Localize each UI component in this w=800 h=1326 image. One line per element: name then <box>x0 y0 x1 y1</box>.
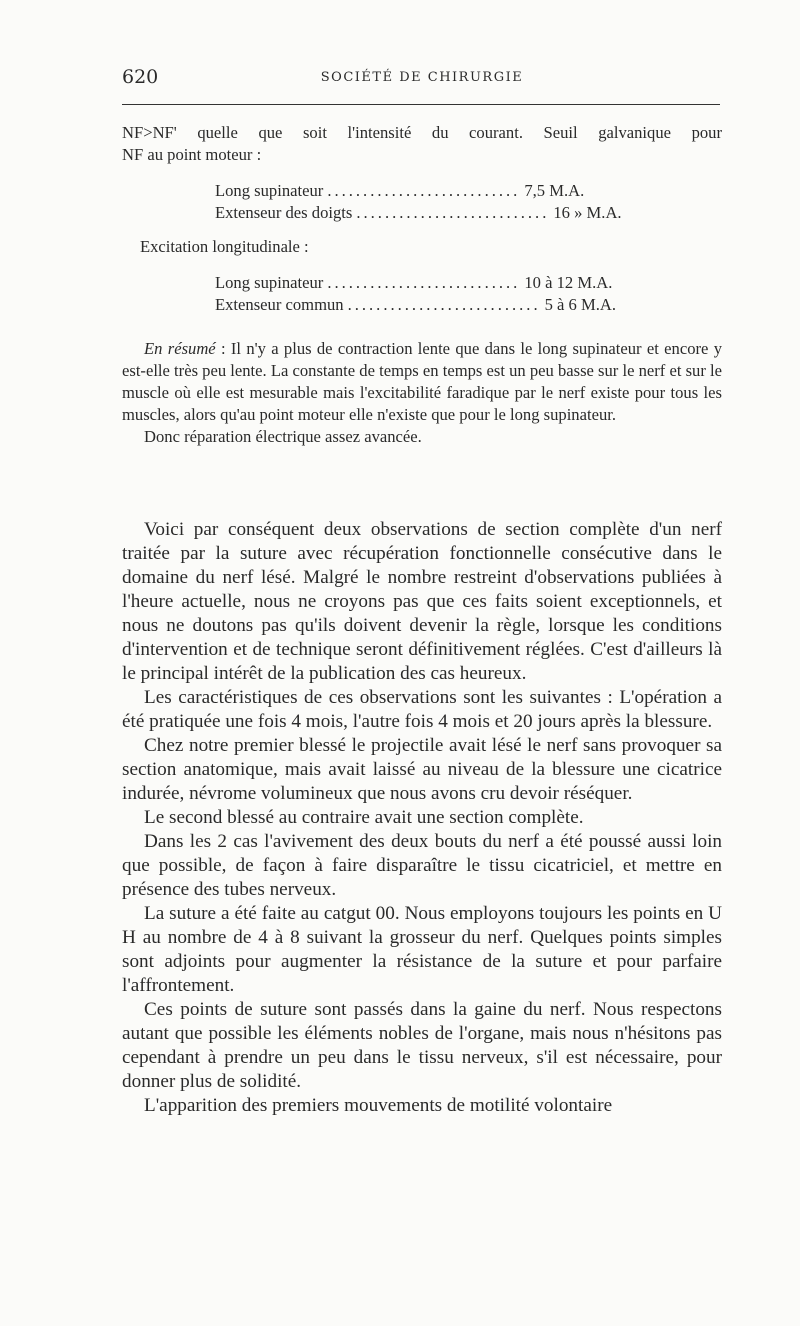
body-paragraph: Ces points de suture sont passés dans la gaine du nerf. Nous respectons autant que possible les éléments nobles de l'organe, mais nous n'hésitons pas cependant à prendre un peu dans le tissu nerveux, s'il est nécessaire, pour donner plus de solidité. <box>122 999 722 1092</box>
muscle-label: Extenseur des doigts <box>215 203 353 222</box>
intro-line-2: NF au point moteur : <box>122 145 262 164</box>
measurement-value: 7,5 M.A. <box>524 181 585 200</box>
body-paragraph: La suture a été faite au catgut 00. Nous employons toujours les points en U H au nombre de 4 à 8 suivant la grosseur du nerf. Quelques points simples sont adjoints pour augmenter la résistance de la suture et pour parfaire l'affrontement. <box>122 903 722 996</box>
galvanic-row <box>215 202 635 224</box>
leader-dots: ........................... <box>347 295 541 314</box>
page-header <box>122 66 722 92</box>
body-paragraph: Les caractéristiques de ces observations sont les suivantes : L'opération a été pratiquée une fois 4 mois, l'autre fois 4 mois et 20 jours après la blessure. <box>122 687 722 732</box>
muscle-label: Long supinateur <box>215 181 324 200</box>
conclusion-line: Donc réparation électrique assez avancée. <box>144 427 422 446</box>
longitudinal-row <box>215 294 635 316</box>
body-paragraph: L'apparition des premiers mouvements de motilité volontaire <box>144 1095 613 1116</box>
page-number: 620 <box>122 66 159 88</box>
measurement-value: 5 à 6 M.A. <box>544 295 617 314</box>
body-paragraph: Le second blessé au contraire avait une section complète. <box>144 807 584 828</box>
leader-dots: ........................... <box>327 273 521 292</box>
running-title: SOCIÉTÉ DE CHIRURGIE <box>320 70 524 85</box>
measurement-value: 16 » M.A. <box>553 203 622 222</box>
longitudinal-row <box>215 272 635 294</box>
intro-line-1: NF>NF' quelle que soit l'intensité du courant. Seuil galvanique pour <box>122 123 722 142</box>
body-text <box>122 518 722 1118</box>
resume-text: : Il n'y a plus de contraction lente que dans le long supinateur et encore y est-elle très peu lente. La constante de temps en temps est un peu basse sur le nerf et sur le muscle où elle est mesurable mais l'excitabilité faradique par le nerf existe pour tous les muscles, alors qu'au point moteur elle n'existe que pour le long supinateur. <box>122 339 722 424</box>
body-paragraph: Chez notre premier blessé le projectile avait lésé le nerf sans provoquer sa section anatomique, mais avait laissé au niveau de la blessure une cicatrice indurée, névrome volumineux que nous avons cru devoir réséquer. <box>122 735 722 804</box>
measurement-value: 10 à 12 M.A. <box>524 273 613 292</box>
section-subtitle: Excitation longitudinale : <box>140 237 309 256</box>
body-paragraph: Dans les 2 cas l'avivement des deux bouts du nerf a été poussé aussi loin que possible, de façon à faire disparaître le tissu cicatriciel, et mettre en présence des tubes nerveux. <box>122 831 722 900</box>
leader-dots: ........................... <box>356 203 550 222</box>
galvanic-row <box>215 180 635 202</box>
leader-dots: ........................... <box>327 181 521 200</box>
galvanic-table <box>215 180 635 224</box>
resume-lead: En résumé <box>144 339 216 358</box>
resume-paragraph <box>122 338 722 448</box>
muscle-label: Long supinateur <box>215 273 324 292</box>
header-rule <box>122 104 720 105</box>
intro-paragraph <box>122 122 722 166</box>
muscle-label: Extenseur commun <box>215 295 344 314</box>
longitudinal-table <box>215 272 635 316</box>
body-paragraph: Voici par conséquent deux observations de section complète d'un nerf traitée par la suture avec récupération fonctionnelle consécutive dans le domaine du nerf lésé. Malgré le nombre restreint d'observations publiées à l'heure actuelle, nous ne croyons pas que ces faits soient exceptionnels, et nous ne doutons pas qu'ils doivent devenir la règle, lorsque les conditions d'intervention et de technique seront définitivement réglées. C'est d'ailleurs là le principal intérêt de la publication des cas heureux. <box>122 519 722 684</box>
